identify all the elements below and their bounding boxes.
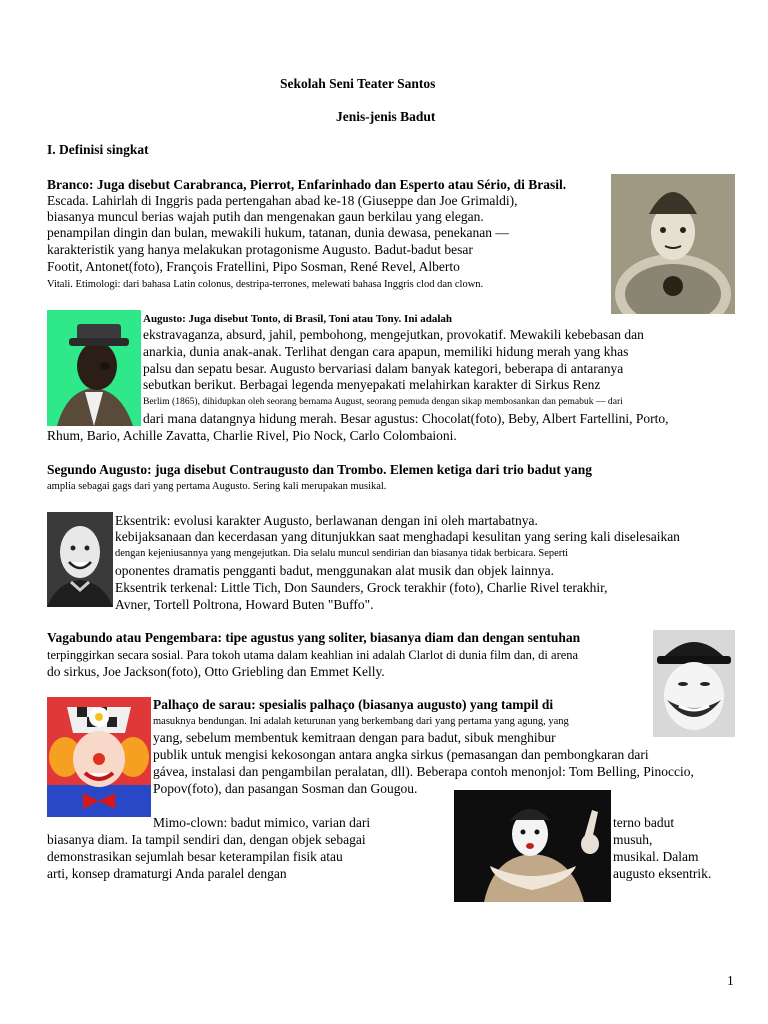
grock-illustration	[47, 512, 113, 607]
photo-popov	[47, 697, 151, 817]
section-heading: I. Definisi singkat	[47, 142, 149, 157]
augusto-heading: Augusto: Juga disebut Tonto, di Brasil, Toni atau Tony. Ini adalah	[143, 313, 453, 325]
augusto-line: Rhum, Bario, Achille Zavatta, Charlie Rivel, Pio Nock, Carlo Colombaioni.	[47, 428, 457, 443]
chocolat-illustration	[47, 310, 141, 426]
augusto-line: palsu dan sepatu besar. Augusto bervariasi dalam banyak kategori, beberapa di antaranya	[143, 361, 624, 376]
segundo-heading: Segundo Augusto: juga disebut Contraugusto dan Trombo. Elemen ketiga dari trio badut yang	[47, 462, 592, 477]
mimo-right: musuh,	[613, 832, 653, 847]
palhaco-heading: Palhaço de sarau: spesialis palhaço (biasanya augusto) yang tampil di	[153, 697, 554, 712]
mimo-clown-illustration	[454, 790, 611, 902]
augusto-line: dari mana datangnya hidung merah. Besar agustus: Chocolat(foto), Beby, Albert Fartellini, Porto,	[143, 411, 669, 426]
augusto-line: anarkia, dunia anak-anak. Terlihat dengan cara apapun, memiliki hidung merah yang khas	[143, 344, 629, 359]
eksentrik-small: dengan kejeniusannya yang mengejutkan. Dia selalu muncul sendirian dan biasanya tidak berbicara. Seperti	[115, 548, 569, 559]
branco-line: Escada. Lahirlah di Inggris pada pertengahan abad ke-18 (Giuseppe dan Joe Grimaldi),	[47, 193, 518, 208]
palhaco-line: gávea, instalasi dan pengambilan peralatan, dll). Beberapa contoh menonjol: Tom Belling, Pinoccio,	[153, 764, 694, 779]
mimo-line: arti, konsep dramaturgi Anda paralel dengan	[47, 866, 287, 881]
palhaco-line: yang, sebelum membentuk kemitraan dengan para badut, sibuk menghibur	[153, 730, 556, 745]
photo-joe-jackson	[653, 630, 735, 737]
popov-illustration	[47, 697, 151, 817]
vagabundo-line: terpinggirkan secara sosial. Para tokoh utama dalam keahlian ini adalah Clarlot di dunia film dan, di arena	[47, 648, 579, 662]
segundo-small: amplia sebagai gags dari yang pertama Augusto. Sering kali merupakan musikal.	[47, 481, 387, 492]
mimo-right: musikal. Dalam	[613, 849, 699, 864]
augusto-line: sebutkan berikut. Berbagai legenda menyepakati melahirkan karakter di Sirkus Renz	[143, 377, 601, 392]
vagabundo-heading: Vagabundo atau Pengembara: tipe agustus yang soliter, biasanya diam dan dengan sentuhan	[47, 630, 581, 645]
eksentrik-line: oponentes dramatis pengganti badut, menggunakan alat musik dan objek lainnya.	[115, 563, 555, 578]
eksentrik-line: kebijaksanaan dan kecerdasan yang ditunjukkan saat menghadapi kesulitan yang sering kali diselesaikan	[115, 529, 680, 544]
augusto-line: ekstravaganza, absurd, jahil, pembohong, mengejutkan, provokatif. Mewakili kebebasan dan	[143, 327, 644, 342]
mimo-line: biasanya diam. Ia tampil sendiri dan, dengan objek sebagai	[47, 832, 366, 847]
palhaco-small: masuknya bendungan. Ini adalah keturunan yang berkembang dari yang pertama yang agung, yang	[153, 716, 569, 727]
mimo-right: augusto eksentrik.	[613, 866, 712, 881]
branco-line: Footit, Antonet(foto), François Fratellini, Pipo Sosman, René Revel, Alberto	[47, 259, 460, 274]
mimo-line: Mimo-clown: badut mimico, varian dari	[153, 815, 371, 830]
mimo-right: terno badut	[613, 815, 675, 830]
vagabundo-line: do sirkus, Joe Jackson(foto), Otto Griebling dan Emmet Kelly.	[47, 664, 385, 679]
eksentrik-line: Avner, Tortell Poltrona, Howard Buten "Buffo".	[115, 597, 374, 612]
palhaco-line: Popov(foto), dan pasangan Sosman dan Gougou.	[153, 781, 418, 796]
mimo-line: demonstrasikan sejumlah besar keterampilan fisik atau	[47, 849, 343, 864]
eksentrik-line: Eksentrik terkenal: Little Tich, Don Saunders, Grock terakhir (foto), Charlie Rivel terakhir,	[115, 580, 608, 595]
page-number: 1	[727, 973, 734, 988]
branco-heading: Branco: Juga disebut Carabranca, Pierrot, Enfarinhado dan Esperto atau Sério, di Brasil.	[47, 177, 567, 192]
antonet-illustration	[611, 174, 735, 314]
augusto-small: Berlim (1865), dihidupkan oleh seorang bernama August, seorang pemuda dengan sikap membosankan dan pemabuk — dari	[143, 396, 623, 407]
palhaco-line: publik untuk mengisi kekosongan antara angka sirkus (pemasangan dan pembongkaran dari	[153, 747, 649, 762]
joe-jackson-illustration	[653, 630, 735, 737]
photo-mimo-clown	[454, 790, 611, 902]
branco-small: Vitali. Etimologi: dari bahasa Latin colonus, destripa-terrones, melewati bahasa Inggris clod dan clown.	[47, 279, 484, 290]
branco-line: biasanya muncul berias wajah putih dan mengenakan gaun berkilau yang elegan.	[47, 209, 484, 224]
photo-antonet	[611, 174, 735, 314]
photo-chocolat	[47, 310, 141, 426]
page-title: Jenis-jenis Badut	[336, 109, 436, 124]
eksentrik-line: Eksentrik: evolusi karakter Augusto, berlawanan dengan ini oleh martabatnya.	[115, 513, 538, 528]
branco-line: penampilan dingin dan bulan, mewakili hukum, tatanan, dunia dewasa, penekanan —	[47, 225, 509, 240]
branco-line: karakteristik yang hanya melakukan protagonisme Augusto. Badut-badut besar	[47, 242, 473, 257]
photo-grock	[47, 512, 113, 607]
school-name: Sekolah Seni Teater Santos	[280, 76, 436, 91]
